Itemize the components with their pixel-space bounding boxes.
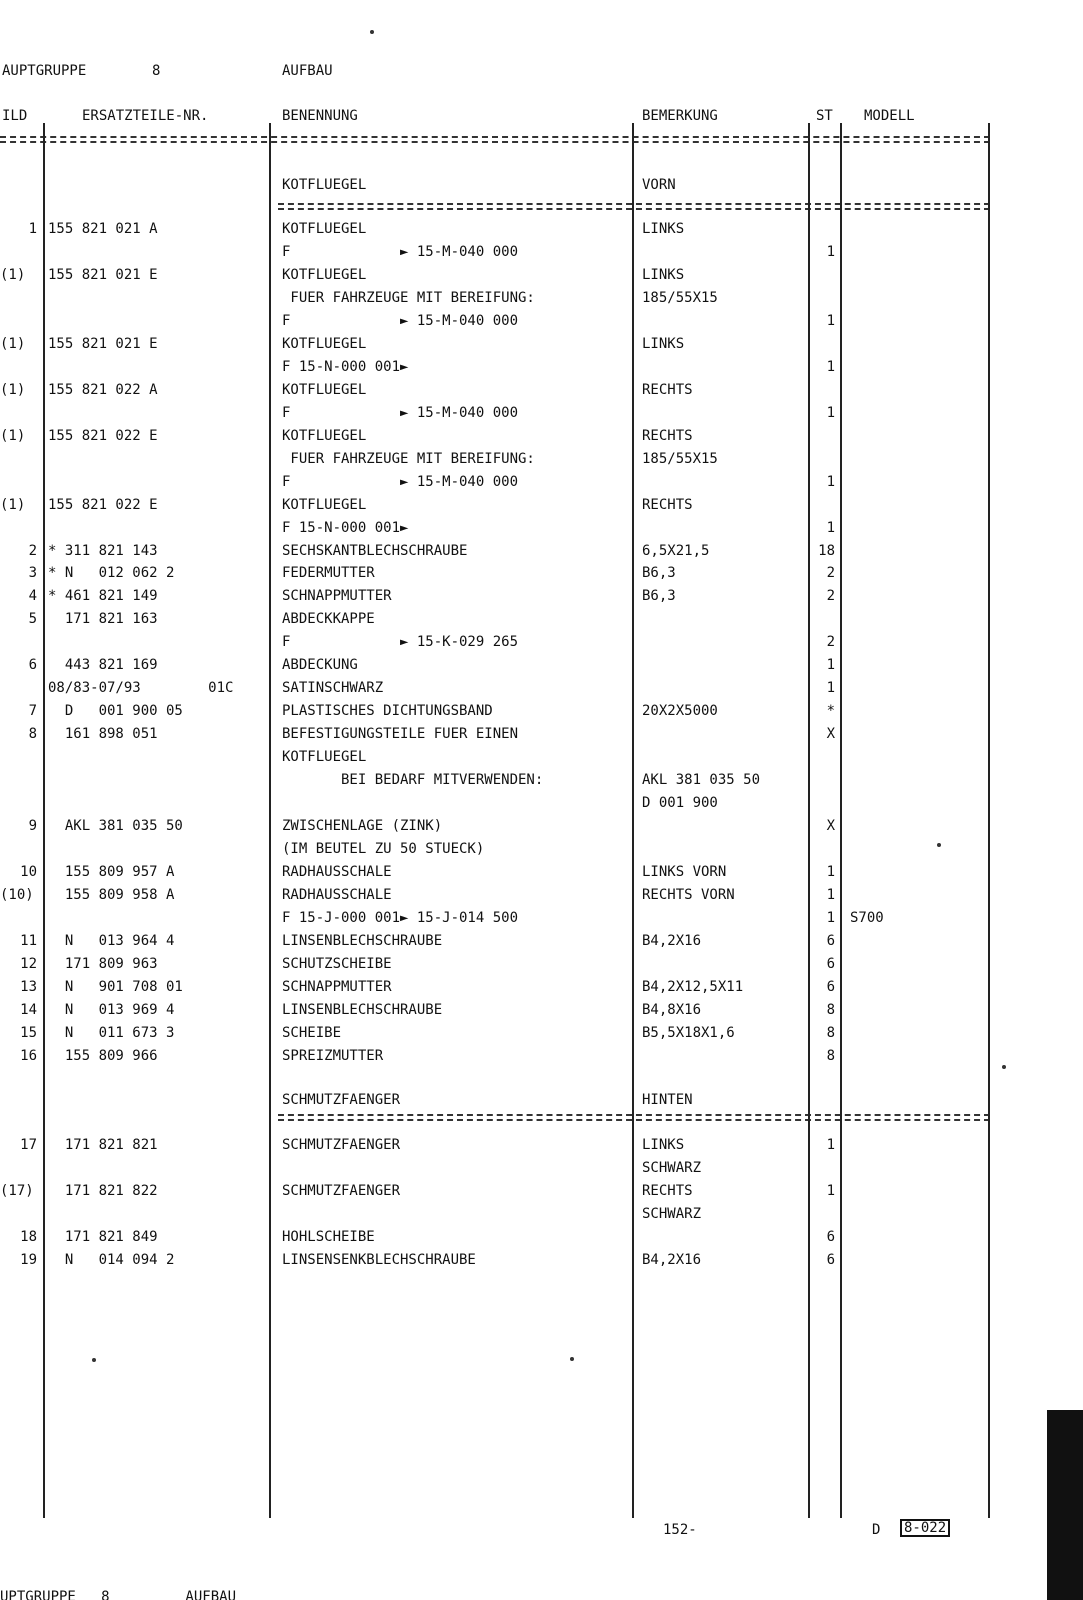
row-remark: B4,8X16 — [642, 1002, 702, 1018]
table-row — [0, 245, 1083, 263]
row-description: SCHNAPPMUTTER — [282, 979, 392, 995]
language-code: D — [872, 1522, 881, 1538]
row-quantity: 8 — [826, 1002, 835, 1018]
row-description: PLASTISCHES DICHTUNGSBAND — [282, 703, 493, 719]
page-reference: 8-022 — [900, 1519, 950, 1537]
table-row — [0, 1003, 1083, 1021]
row-description: ABDECKKAPPE — [282, 611, 375, 627]
row-description: F ► 15-M-040 000 — [282, 474, 519, 490]
row-part-number: 155 821 022 A — [48, 382, 158, 398]
table-row — [0, 911, 1083, 929]
row-bild-number: (1) — [0, 382, 26, 398]
row-quantity: 1 — [826, 405, 835, 421]
row-bild-number: 7 — [28, 703, 37, 719]
col-header-benennung: BENENNUNG — [282, 108, 358, 124]
table-row — [0, 337, 1083, 355]
row-quantity: 1 — [826, 680, 835, 696]
row-description: BEI BEDARF MITVERWENDEN: — [282, 772, 544, 788]
table-row — [0, 796, 1083, 814]
row-quantity: 8 — [826, 1025, 835, 1041]
table-row — [0, 934, 1083, 952]
row-part-number: * N 012 062 2 — [48, 565, 175, 581]
row-part-number: D 001 900 05 — [48, 703, 183, 719]
table-row — [0, 1049, 1083, 1067]
row-quantity: 6 — [826, 1229, 835, 1245]
scan-edge — [1047, 1410, 1083, 1600]
row-bild-number: 8 — [28, 726, 37, 742]
row-description: RADHAUSSCHALE — [282, 864, 392, 880]
table-row — [0, 1253, 1083, 1271]
row-quantity: 1 — [826, 244, 835, 260]
row-quantity: 1 — [826, 1137, 835, 1153]
row-remark: 185/55X15 — [642, 290, 718, 306]
row-remark: RECHTS — [642, 428, 693, 444]
row-part-number: 155 809 958 A — [48, 887, 175, 903]
row-description: F ► 15-M-040 000 — [282, 244, 519, 260]
row-quantity: 1 — [826, 657, 835, 673]
row-description: SECHSKANTBLECHSCHRAUBE — [282, 543, 468, 559]
table-row — [0, 1207, 1083, 1225]
table-row — [0, 704, 1083, 722]
row-remark: LINKS — [642, 1137, 685, 1153]
row-quantity: 1 — [826, 520, 835, 536]
table-row — [0, 773, 1083, 791]
table-row — [0, 888, 1083, 906]
row-part-number: * 311 821 143 — [48, 543, 158, 559]
row-part-number: 155 821 021 E — [48, 267, 158, 283]
row-bild-number: 2 — [28, 543, 37, 559]
row-description: KOTFLUEGEL — [282, 267, 367, 283]
table-row — [0, 291, 1083, 309]
row-remark: B4,2X16 — [642, 933, 702, 949]
row-description: LINSENBLECHSCHRAUBE — [282, 933, 443, 949]
row-quantity: 18 — [818, 543, 835, 559]
row-remark: LINKS VORN — [642, 864, 727, 880]
table-row — [0, 452, 1083, 470]
table-row — [0, 658, 1083, 676]
row-description: KOTFLUEGEL — [282, 177, 367, 193]
row-part-number: 171 821 822 — [48, 1183, 158, 1199]
row-part-number: 155 809 966 — [48, 1048, 158, 1064]
row-bild-number: (1) — [0, 336, 26, 352]
row-part-number: 155 821 022 E — [48, 428, 158, 444]
row-part-number: 443 821 169 — [48, 657, 158, 673]
table-row — [0, 589, 1083, 607]
row-description: KOTFLUEGEL — [282, 382, 367, 398]
section-rule-hinten-2 — [278, 1119, 990, 1121]
row-part-number: 171 821 849 — [48, 1229, 158, 1245]
row-remark: RECHTS — [642, 382, 693, 398]
table-row — [0, 1026, 1083, 1044]
row-quantity: 2 — [826, 565, 835, 581]
row-bild-number: 17 — [20, 1137, 37, 1153]
table-row — [0, 566, 1083, 584]
row-part-number: 171 809 963 — [48, 956, 158, 972]
row-description: F ► 15-K-029 265 — [282, 634, 519, 650]
row-part-number: AKL 381 035 50 — [48, 818, 183, 834]
row-model: S700 — [850, 910, 884, 926]
table-row — [0, 406, 1083, 424]
page-number: 152- — [663, 1522, 697, 1538]
row-description: ZWISCHENLAGE (ZINK) — [282, 818, 443, 834]
row-remark: VORN — [642, 177, 676, 193]
row-remark: SCHWARZ — [642, 1160, 702, 1176]
row-part-number: 08/83-07/93 01C — [48, 680, 234, 696]
row-quantity: 1 — [826, 359, 835, 375]
row-remark: B4,2X12,5X11 — [642, 979, 744, 995]
row-quantity: 1 — [826, 910, 835, 926]
row-description: F ► 15-M-040 000 — [282, 313, 519, 329]
row-description: FUER FAHRZEUGE MIT BEREIFUNG: — [282, 451, 535, 467]
row-part-number: 171 821 163 — [48, 611, 158, 627]
row-remark: LINKS — [642, 336, 685, 352]
row-part-number: N 901 708 01 — [48, 979, 183, 995]
row-part-number: 155 821 022 E — [48, 497, 158, 513]
row-remark: RECHTS — [642, 497, 693, 513]
col-header-nr: ERSATZTEILE-NR. — [82, 108, 209, 124]
table-row — [0, 544, 1083, 562]
table-row — [0, 498, 1083, 516]
row-bild-number: 9 — [28, 818, 37, 834]
table-row — [0, 360, 1083, 378]
row-quantity: 1 — [826, 864, 835, 880]
row-bild-number: 19 — [20, 1252, 37, 1268]
row-remark: LINKS — [642, 221, 685, 237]
table-row — [0, 957, 1083, 975]
row-description: RADHAUSSCHALE — [282, 887, 392, 903]
row-description: F 15-N-000 001► — [282, 520, 409, 536]
row-part-number: 161 898 051 — [48, 726, 158, 742]
row-bild-number: (1) — [0, 267, 26, 283]
row-part-number: N 011 673 3 — [48, 1025, 175, 1041]
section-rule-vorn — [278, 203, 990, 205]
row-bild-number: 18 — [20, 1229, 37, 1245]
row-description: SCHEIBE — [282, 1025, 342, 1041]
table-row — [0, 1161, 1083, 1179]
row-description: LINSENBLECHSCHRAUBE — [282, 1002, 443, 1018]
col-header-modell: MODELL — [864, 108, 915, 124]
row-bild-number: (10) — [0, 887, 34, 903]
row-description: SCHMUTZFAENGER — [282, 1137, 401, 1153]
row-quantity: 1 — [826, 474, 835, 490]
row-bild-number: 15 — [20, 1025, 37, 1041]
row-description: F 15-N-000 001► — [282, 359, 409, 375]
row-quantity: 2 — [826, 588, 835, 604]
row-remark: AKL 381 035 50 — [642, 772, 761, 788]
row-part-number: N 013 964 4 — [48, 933, 175, 949]
row-description: KOTFLUEGEL — [282, 428, 367, 444]
row-description: ABDECKUNG — [282, 657, 358, 673]
scan-speck — [570, 1357, 574, 1361]
row-description: FUER FAHRZEUGE MIT BEREIFUNG: — [282, 290, 535, 306]
row-description: (IM BEUTEL ZU 50 STUECK) — [282, 841, 485, 857]
table-row — [0, 1184, 1083, 1202]
row-part-number: 155 821 021 E — [48, 336, 158, 352]
row-remark: B5,5X18X1,6 — [642, 1025, 735, 1041]
row-part-number: 155 809 957 A — [48, 864, 175, 880]
section-rule-hinten — [278, 1114, 990, 1116]
table-row — [0, 727, 1083, 745]
row-quantity: 6 — [826, 1252, 835, 1268]
row-description: SPREIZMUTTER — [282, 1048, 384, 1064]
row-remark: LINKS — [642, 267, 685, 283]
row-description: LINSENSENKBLECHSCHRAUBE — [282, 1252, 476, 1268]
row-part-number: * 461 821 149 — [48, 588, 158, 604]
table-row — [0, 750, 1083, 768]
table-row — [0, 429, 1083, 447]
row-description: SCHUTZSCHEIBE — [282, 956, 392, 972]
group-label: AUPTGRUPPE — [2, 63, 87, 79]
row-bild-number: 4 — [28, 588, 37, 604]
row-description: F 15-J-000 001► 15-J-014 500 — [282, 910, 519, 926]
row-bild-number: 5 — [28, 611, 37, 627]
row-bild-number: (1) — [0, 497, 26, 513]
row-remark: RECHTS VORN — [642, 887, 735, 903]
row-description: KOTFLUEGEL — [282, 221, 367, 237]
table-row — [0, 1093, 1083, 1111]
row-description: KOTFLUEGEL — [282, 336, 367, 352]
row-remark: B6,3 — [642, 588, 676, 604]
row-remark: 185/55X15 — [642, 451, 718, 467]
row-bild-number: 6 — [28, 657, 37, 673]
row-remark: HINTEN — [642, 1092, 693, 1108]
row-quantity: 6 — [826, 979, 835, 995]
row-remark: SCHWARZ — [642, 1206, 702, 1222]
group-number: 8 — [152, 63, 161, 79]
table-row — [0, 521, 1083, 539]
row-description: SCHNAPPMUTTER — [282, 588, 392, 604]
section-rule-vorn-2 — [278, 208, 990, 210]
table-row — [0, 314, 1083, 332]
table-row — [0, 865, 1083, 883]
table-row — [0, 1138, 1083, 1156]
row-part-number: N 014 094 2 — [48, 1252, 175, 1268]
table-row — [0, 980, 1083, 998]
row-quantity: 1 — [826, 1183, 835, 1199]
row-quantity: 1 — [826, 313, 835, 329]
row-quantity: 6 — [826, 956, 835, 972]
row-bild-number: 10 — [20, 864, 37, 880]
scan-speck — [370, 30, 374, 34]
scan-speck — [937, 843, 941, 847]
row-description: F ► 15-M-040 000 — [282, 405, 519, 421]
row-remark: 20X2X5000 — [642, 703, 718, 719]
scan-speck — [92, 1358, 96, 1362]
scan-speck — [1002, 1065, 1006, 1069]
row-bild-number: (17) — [0, 1183, 34, 1199]
col-header-st: ST — [816, 108, 833, 124]
next-page-header: UPTGRUPPE 8 AUFBAU — [0, 1589, 237, 1600]
row-remark: 6,5X21,5 — [642, 543, 710, 559]
row-bild-number: 12 — [20, 956, 37, 972]
table-row — [0, 819, 1083, 837]
row-bild-number: (1) — [0, 428, 26, 444]
row-description: KOTFLUEGEL — [282, 749, 367, 765]
row-bild-number: 3 — [28, 565, 37, 581]
row-part-number: 155 821 021 A — [48, 221, 158, 237]
row-quantity: X — [826, 726, 835, 742]
row-part-number: 171 821 821 — [48, 1137, 158, 1153]
row-bild-number: 14 — [20, 1002, 37, 1018]
table-row — [0, 635, 1083, 653]
row-quantity: 1 — [826, 887, 835, 903]
table-row — [0, 268, 1083, 286]
table-row — [0, 475, 1083, 493]
row-bild-number: 13 — [20, 979, 37, 995]
row-remark: D 001 900 — [642, 795, 718, 811]
table-row — [0, 1230, 1083, 1248]
row-description: SCHMUTZFAENGER — [282, 1183, 401, 1199]
row-remark: B4,2X16 — [642, 1252, 702, 1268]
row-bild-number: 11 — [20, 933, 37, 949]
table-row — [0, 383, 1083, 401]
row-quantity: X — [826, 818, 835, 834]
row-quantity: 2 — [826, 634, 835, 650]
col-header-bemerkung: BEMERKUNG — [642, 108, 718, 124]
row-description: HOHLSCHEIBE — [282, 1229, 375, 1245]
table-row — [0, 681, 1083, 699]
row-description: FEDERMUTTER — [282, 565, 375, 581]
row-quantity: * — [826, 703, 835, 719]
row-remark: RECHTS — [642, 1183, 693, 1199]
table-row — [0, 612, 1083, 630]
row-quantity: 8 — [826, 1048, 835, 1064]
table-row — [0, 842, 1083, 860]
row-quantity: 6 — [826, 933, 835, 949]
row-remark: B6,3 — [642, 565, 676, 581]
row-description: BEFESTIGUNGSTEILE FUER EINEN — [282, 726, 519, 742]
row-bild-number: 1 — [28, 221, 37, 237]
row-description: KOTFLUEGEL — [282, 497, 367, 513]
table-row — [0, 222, 1083, 240]
row-description: SATINSCHWARZ — [282, 680, 384, 696]
table-row — [0, 178, 1083, 196]
row-part-number: N 013 969 4 — [48, 1002, 175, 1018]
row-bild-number: 16 — [20, 1048, 37, 1064]
col-header-bild: ILD — [2, 108, 28, 124]
row-description: SCHMUTZFAENGER — [282, 1092, 401, 1108]
group-name: AUFBAU — [282, 63, 333, 79]
